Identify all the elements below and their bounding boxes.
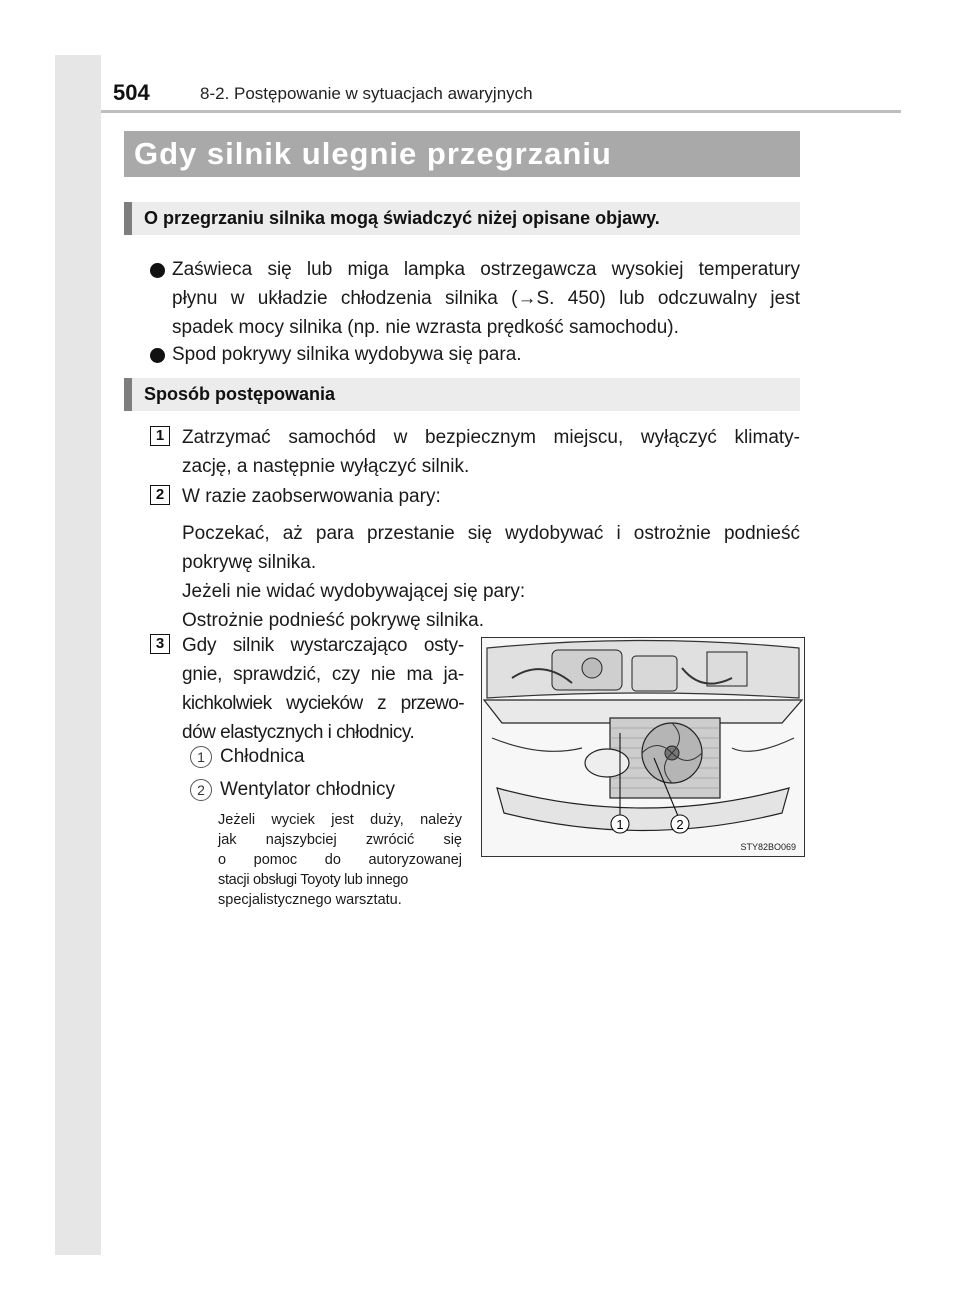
leak-note: Jeżeli wyciek jest duży, należy jak najszybciej zwrócić się o pomoc do autoryzowanej stacji obsługi Toyoty lub innego specjalistycznego warsztatu. [218,812,462,908]
heading-accent-bar [124,378,132,411]
callout-2: 2 [676,817,684,832]
callout-1: 1 [616,817,624,832]
procedure-heading: Sposób postępowania [144,384,336,404]
section-title: Gdy silnik ulegnie przegrzaniu [134,136,612,171]
page-number: 504 [113,80,150,105]
symptom-item-1: Zaświeca się lub miga lampka ostrzegawcza wysokiej temperatury płynu w układzie chłodzenia silnika (→S. 450) lub odczuwalny jest spadek mocy silnika (np. nie wzrasta prędkość samochodu). [172,259,800,338]
item-label-fan: Wentylator chłodnicy [220,779,395,800]
bullet-icon [150,348,165,363]
step-3-text: Gdy silnik wystarczająco osty- gnie, sprawdzić, czy nie ma ja- kichkolwiek wycieków z przewo- dów elastycznych i chłodnicy. [182,635,464,743]
step-number-1: 1 [150,426,170,446]
item-label-radiator: Chłodnica [220,746,305,767]
engine-bay-drawing [482,638,804,856]
bullet-icon [150,263,165,278]
heading-accent-bar [124,202,132,235]
procedure-heading-box [124,378,800,411]
engine-bay-illustration [481,637,805,857]
step-2-instruction-a: Poczekać, aż para przestanie się wydobywać i ostrożnie podnieść pokrywę silnika. [182,523,800,573]
symptoms-heading: O przegrzaniu silnika mogą świadczyć niżej opisane objawy. [144,208,660,228]
side-margin-bar [55,55,101,1255]
step-1-text: Zatrzymać samochód w bezpiecznym miejscu, wyłączyć klimaty- zację, a następnie wyłączyć silnik. [182,427,800,477]
symptoms-heading-box [124,202,800,235]
item-number-1: 1 [190,746,212,768]
figure-code: STY82BO069 [740,842,796,852]
step-number-3: 3 [150,634,170,654]
item-number-2: 2 [190,779,212,801]
chapter-title: 8-2. Postępowanie w sytuacjach awaryjnych [200,84,533,103]
header-rule [101,110,901,113]
step-2-instruction-b: Jeżeli nie widać wydobywającej się pary: Ostrożnie podnieść pokrywę silnika. [182,581,526,631]
section-title-box [124,131,800,177]
symptom-item-2: Spod pokrywy silnika wydobywa się para. [172,344,522,365]
step-number-2: 2 [150,485,170,505]
step-2-text: W razie zaobserwowania pary: [182,486,441,507]
